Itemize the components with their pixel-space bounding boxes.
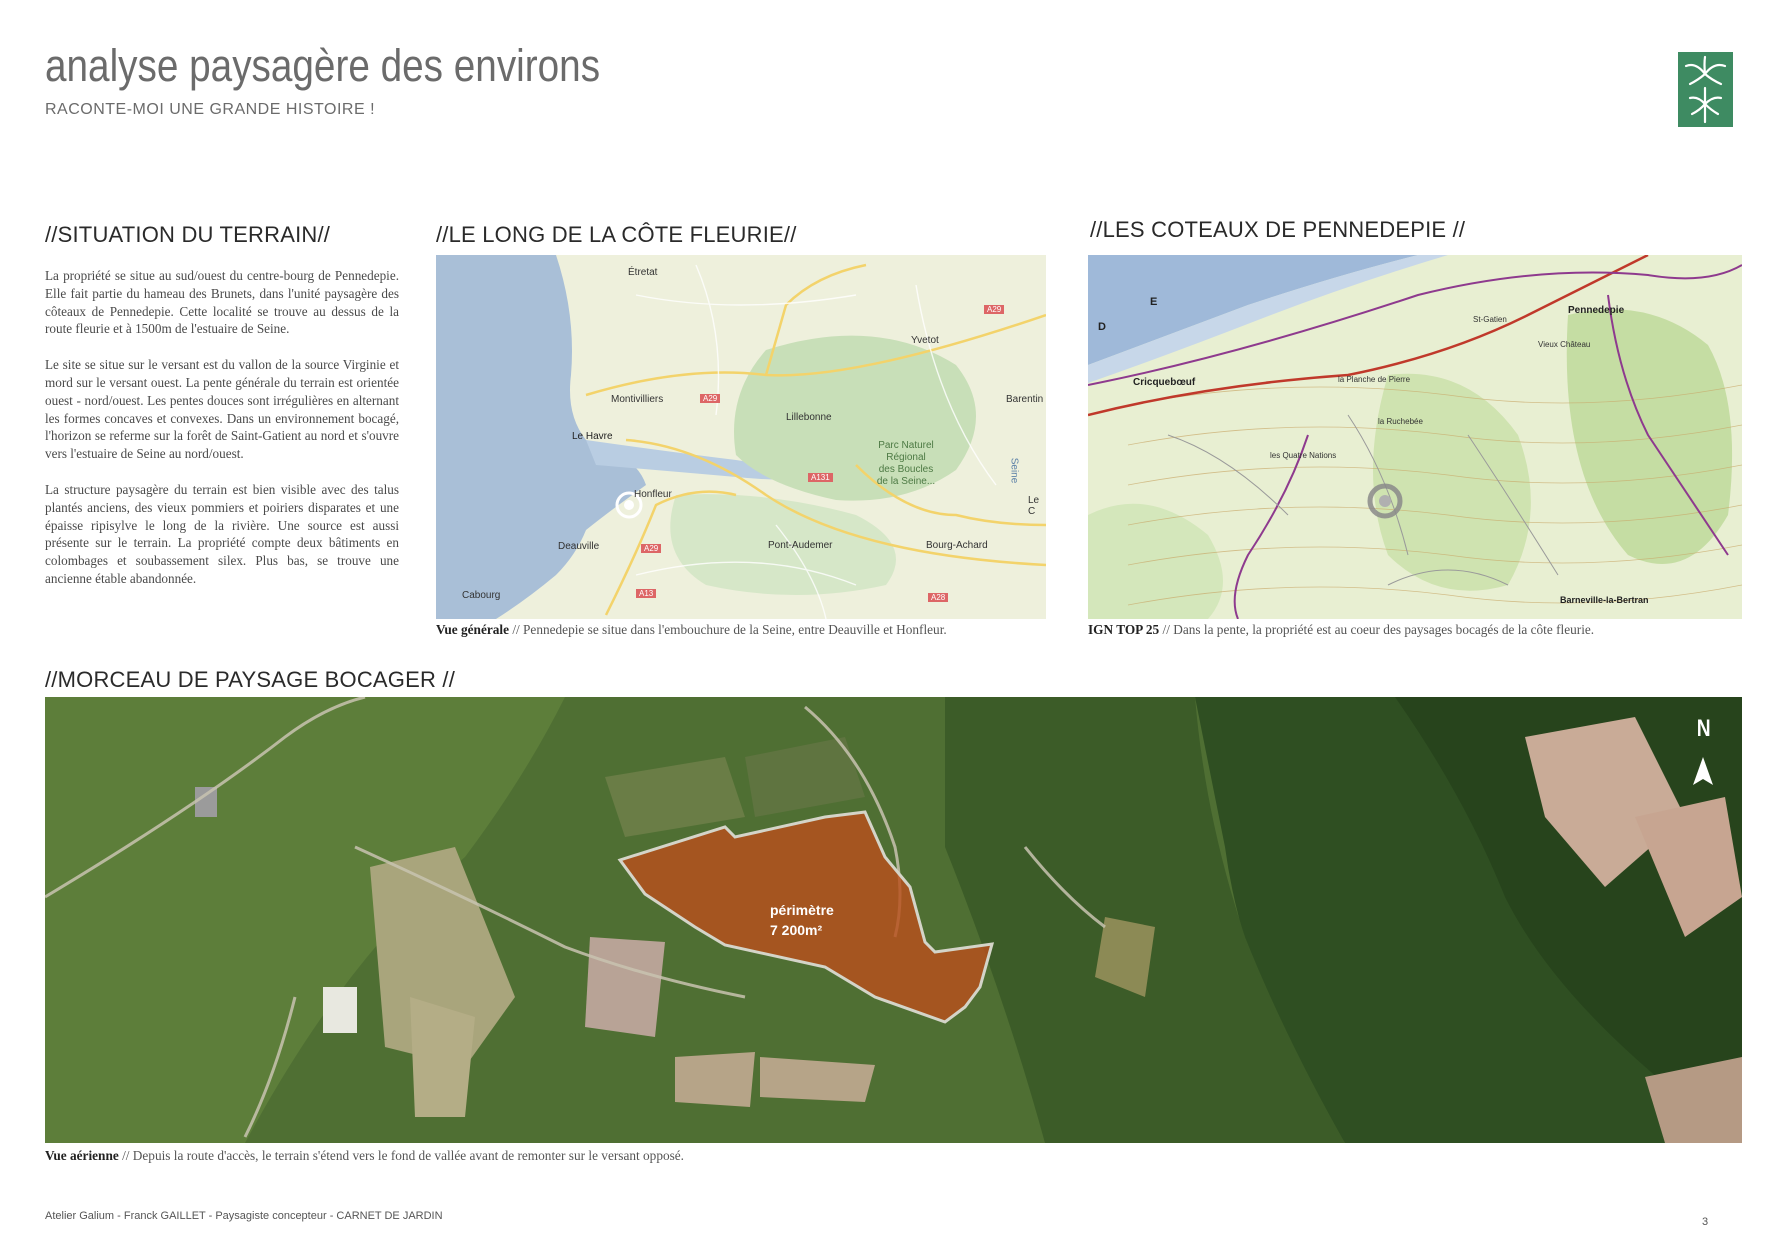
paragraph: Le site se situe sur le versant est du vallon de la source Virginie et mord sur le versant ouest. La pente générale du terrain est orientée ouest - nord/ouest. Les pentes douces sont irrégulières en alternant les formes concaves et convexes. Dans un environnement bocagé, l'horizon se referme sur la forêt de Saint-Gatient au nord et s'ouvre vers l'estuaire de Seine au nord/ouest. (45, 357, 399, 462)
page-title: analyse paysagère des environs (45, 40, 601, 91)
perimeter-title: périmètre (770, 902, 834, 918)
map-label: Yvetot (911, 335, 939, 346)
map-label: Honfleur (634, 489, 672, 500)
caption-text: // Pennedepie se situe dans l'embouchure de la Seine, entre Deauville et Honfleur. (509, 622, 947, 637)
paragraph: La propriété se situe au sud/ouest du centre-bourg de Pennedepie. Elle fait partie du hameau des Brunets, dans l'unité paysagère des côteaux de Pennedepie. Cette localité se trouve au dessus de la route fleurie et à 1500m de l'estuaire de Seine. (45, 268, 399, 337)
section-heading-bocager: //MORCEAU DE PAYSAGE BOCAGER // (45, 667, 456, 692)
caption-bold: Vue générale (436, 622, 509, 637)
north-label: N (1696, 715, 1711, 742)
park-label (866, 440, 946, 488)
map-label: la Planche de Pierre (1338, 375, 1411, 384)
map-label: Deauville (558, 541, 600, 552)
road-label: A28 (928, 593, 948, 602)
palm-logo-icon (1678, 52, 1733, 127)
page-number: 3 (1702, 1216, 1709, 1228)
map-caption (436, 622, 947, 638)
map-label: Bourg-Achard (926, 540, 988, 551)
map-label: Barentin (1006, 394, 1044, 405)
map-label: Pont-Audemer (768, 540, 833, 551)
road-label: A131 (808, 473, 833, 482)
regional-map (436, 255, 1046, 619)
aerial-photo (45, 697, 1742, 1143)
aerial-caption (45, 1148, 684, 1164)
topo-map (1088, 255, 1742, 619)
road-label: A29 (984, 305, 1004, 314)
caption-bold: Vue aérienne (45, 1148, 119, 1163)
map-label: Cricquebœuf (1133, 377, 1196, 388)
map-label: Lillebonne (786, 412, 832, 423)
logo (1678, 52, 1733, 127)
caption-text: // Depuis la route d'accès, le terrain s'étend vers le fond de vallée avant de remonter sur le versant opposé. (118, 1148, 685, 1163)
map-label: Parc Naturel (878, 440, 934, 451)
map-caption (1088, 622, 1594, 638)
road-label: A29 (700, 394, 720, 403)
section-heading-cote-fleurie: //LE LONG DE LA CÔTE FLEURIE// (436, 222, 797, 247)
road-label: A13 (636, 589, 656, 598)
map-label: Le C (1028, 495, 1040, 517)
map-label: Vieux Château (1538, 340, 1591, 349)
map-label: Barneville-la-Bertran (1560, 595, 1649, 605)
map-label: E (1150, 296, 1158, 308)
footer-credits: Atelier Galium - Franck GAILLET - Paysagiste concepteur - CARNET DE JARDIN (45, 1210, 443, 1222)
map-label: Montivilliers (611, 394, 664, 405)
map-label: Étretat (628, 267, 658, 278)
road-label: A29 (641, 544, 661, 553)
situation-text (45, 267, 399, 606)
section-heading-situation: //SITUATION DU TERRAIN// (45, 222, 331, 247)
perimeter-area: 7 200m² (770, 922, 823, 938)
perimeter-label (770, 900, 834, 940)
map-label: Cabourg (462, 590, 501, 601)
map-label: D (1098, 321, 1106, 333)
map-label: Régional (886, 452, 926, 463)
map-label: Pennedepie (1568, 305, 1625, 316)
map-label: de la Seine... (876, 476, 936, 487)
caption-text: // Dans la pente, la propriété est au coeur des paysages bocagés de la côte fleurie. (1159, 622, 1595, 637)
map-label: la Ruchebée (1378, 417, 1423, 426)
map-label: Le Havre (572, 431, 613, 442)
map-label: Seine (1008, 457, 1020, 484)
map-label: St-Gatien (1473, 315, 1507, 324)
map-label: des Boucles (878, 464, 934, 475)
caption-bold: IGN TOP 25 (1088, 622, 1160, 637)
page-subtitle: RACONTE-MOI UNE GRANDE HISTOIRE ! (45, 101, 376, 118)
map-label: les Quatre Nations (1270, 451, 1337, 460)
paragraph: La structure paysagère du terrain est bien visible avec des talus plantés anciens, des vieux pommiers et poiriers disparates et une épaisse ripisylve le long de la rivière. Une source est aussi présente sur le terrain. La propriété compte deux bâtiments en colombages et soubassement silex. Plus bas, se trouve une ancienne étable abandonnée. (45, 481, 399, 586)
section-heading-coteaux: //LES COTEAUX DE PENNEDEPIE // (1090, 217, 1466, 242)
